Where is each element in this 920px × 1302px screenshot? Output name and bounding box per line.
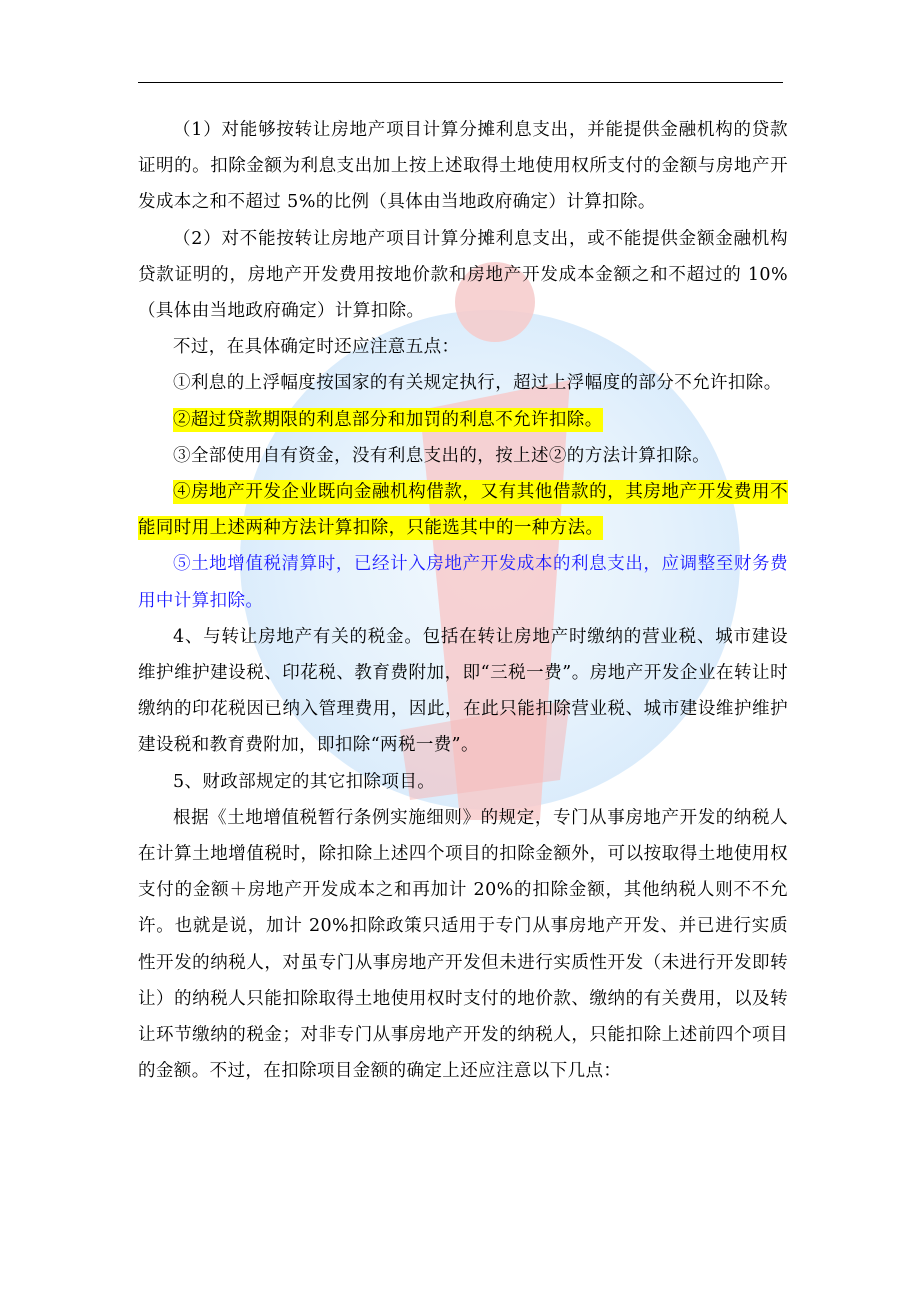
paragraph-section-5-other: 5、财政部规定的其它扣除项目。 [173, 771, 436, 792]
paragraph-interest-method-2: （2）对不能按转让房地产项目计算分摊利息支出，或不能提供金额金融机构贷款证明的，房地产开发费用按地价款和房地产开发成本金额之和不超过的 10%（具体由当地政府确定）计算扣除。 [138, 228, 788, 322]
paragraph-point-1: ①利息的上浮幅度按国家的有关规定执行，超过上浮幅度的部分不允许扣除。 [173, 373, 782, 394]
paragraph-point-5: ⑤土地增值税清算时，已经计入房地产开发成本的利息支出，应调整至财务费用中计算扣除。 [138, 554, 788, 611]
highlighted-text: ④房地产开发企业既向金融机构借款，又有其他借款的，其房地产开发费用不能同时用上述两种方法计算扣除，只能选其中的一种方法。 [138, 482, 788, 539]
paragraph-point-3: ③全部使用自有资金，没有利息支出的，按上述②的方法计算扣除。 [173, 445, 710, 466]
paragraph-section-4-taxes: 4、与转让房地产有关的税金。包括在转让房地产时缴纳的营业税、城市建设维护维护建设税、印花税、教育费附加，即“三税一费”。房地产开发企业在转让时缴纳的印花税因已纳入管理费用，因此，在此只能扣除营业税、城市建设维护维护建设税和教育费附加，即扣除“两税一费”。 [138, 626, 788, 756]
paragraph-point-2 [138, 402, 788, 438]
paragraph-five-points-intro: 不过，在具体确定时还应注意五点： [173, 337, 460, 358]
document-body [138, 112, 788, 1089]
highlighted-text: ②超过贷款期限的利息部分和加罚的利息不允许扣除。 [173, 409, 603, 430]
header-rule [138, 82, 783, 83]
paragraph-point-4 [138, 474, 788, 546]
paragraph-regulation-detail: 根据《土地增值税暂行条例实施细则》的规定，专门从事房地产开发的纳税人在计算土地增值税时，除扣除上述四个项目的扣除金额外，可以按取得土地使用权支付的金额＋房地产开发成本之和再加计 20%的扣除金额，其他纳税人则不不允许。也就是说，加计 20%扣除政策只适用于专门从事房地产开发、并已进行实质性开发的纳税人，对虽专门从事房地产开发但未进行实质性开发（未进行开发即转让）的纳税人只能扣除取得土地使用权时支付的地价款、缴纳的有关费用，以及转让环节缴纳的税金；对非专门从事房地产开发的纳税人，只能扣除上述前四个项目的金额。不过，在扣除项目金额的确定上还应注意以下几点： [138, 807, 788, 1082]
paragraph-interest-method-1: （1）对能够按转让房地产项目计算分摊利息支出，并能提供金融机构的贷款证明的。扣除金额为利息支出加上按上述取得土地使用权所支付的金额与房地产开发成本之和不超过 5%的比例（具体由当地政府确定）计算扣除。 [138, 120, 788, 213]
